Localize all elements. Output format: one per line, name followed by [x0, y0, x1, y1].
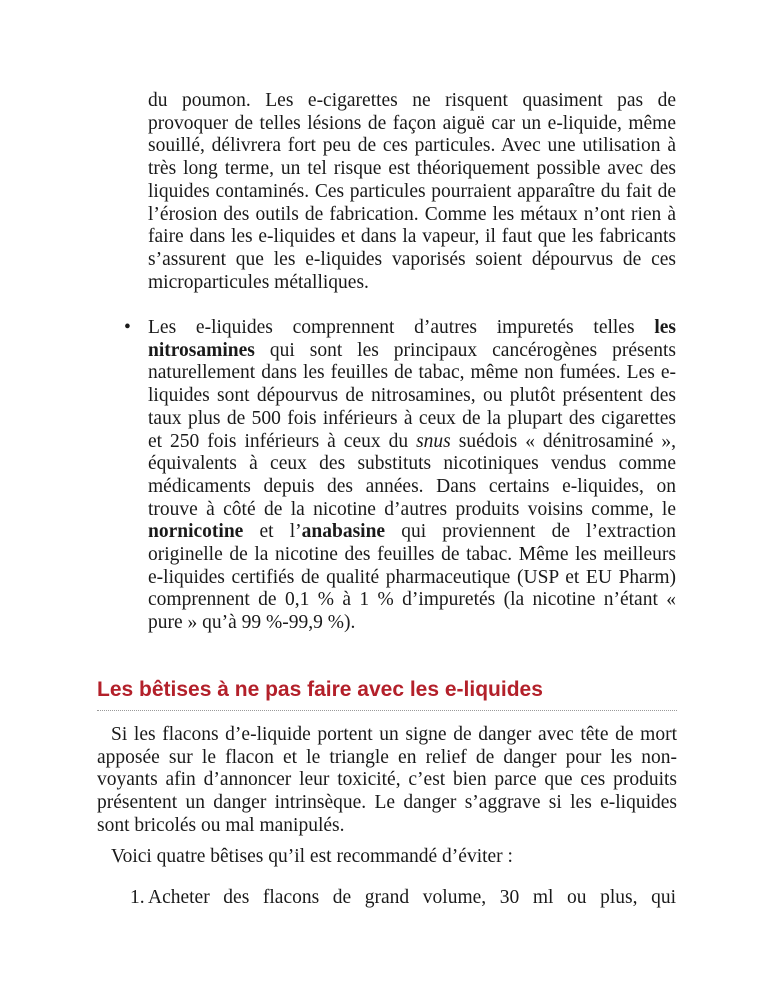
- bullet-text-4: et l’: [243, 521, 302, 543]
- bullet-text-5: qui proviennent de l’extraction originelle de la nicotine des feuilles de tabac. Même les meilleurs e-liquides certifiés de qualité pharmaceutique (USP et EU Pharm) comprennent de 0,1 % à 1 % d’impuretés (la nicotine n’étant « pure » qu’à 99 %-99,9 %).: [148, 521, 676, 634]
- bullet-text-3: suédois « dénitrosaminé », équivalents à ceux des substituts nicotiniques vendus comme médicaments depuis des années. Dans certains e-liquides, on trouve à côté de la nicotine d’autres produits voisins comme, le: [148, 430, 677, 520]
- bullet-text-1: Les e-liquides comprennent d’autres impuretés telles: [148, 317, 655, 338]
- italic-term-snus: snus: [416, 430, 451, 452]
- bullet-item-impurities: [148, 317, 676, 635]
- list-item-text: Acheter des flacons de grand volume, 30 ml ou plus, qui: [148, 887, 676, 908]
- bullet-marker: •: [124, 317, 131, 338]
- section-paragraph-danger: Si les flacons d’e-liquide portent un signe de danger avec tête de mort apposée sur le flacon et le triangle en relief de danger pour les non-voyants afin d’annoncer leur toxicité, c’est bien parce que ces produits présentent un danger intrinsèque. Le danger s’aggrave si les e-liquides sont bricolés ou mal manipulés.: [97, 724, 677, 836]
- section-paragraph-intro-list: Voici quatre bêtises qu’il est recommandé d’éviter :: [111, 846, 513, 867]
- bold-term-nornicotine: nornicotine: [148, 521, 244, 543]
- heading-divider: [97, 710, 677, 711]
- bullet-text-2: qui sont les principaux cancérogènes présents naturellement dans les feuilles de tabac, même non fumées. Les e-liquides sont dépourvus de nitrosamines, ou plutôt présentent des taux plus de 500 fois inférieurs à ceux de la plupart des cigarettes et 250 fois inférieurs à ceux du: [148, 339, 676, 452]
- bold-term-nitrosamines: les nitrosamines: [148, 317, 676, 361]
- continuation-paragraph: du poumon. Les e-cigarettes ne risquent quasiment pas de provoquer de telles lésions de façon aiguë car un e-liquide, même souillé, délivrera fort peu de ces particules. Avec une utilisation à très long terme, un tel risque est théoriquement possible avec des liquides contaminés. Ces particules pourraient apparaître du fait de l’érosion des outils de fabrication. Comme les métaux n’ont rien à faire dans les e-liquides et dans la vapeur, il faut que les fabricants s’assurent que les e-liquides vaporisés soient dépourvus de ces microparticules métalliques.: [148, 90, 676, 293]
- list-item-number: 1.: [130, 887, 145, 908]
- section-heading: Les bêtises à ne pas faire avec les e-liquides: [97, 678, 543, 701]
- bold-term-anabasine: anabasine: [301, 521, 386, 543]
